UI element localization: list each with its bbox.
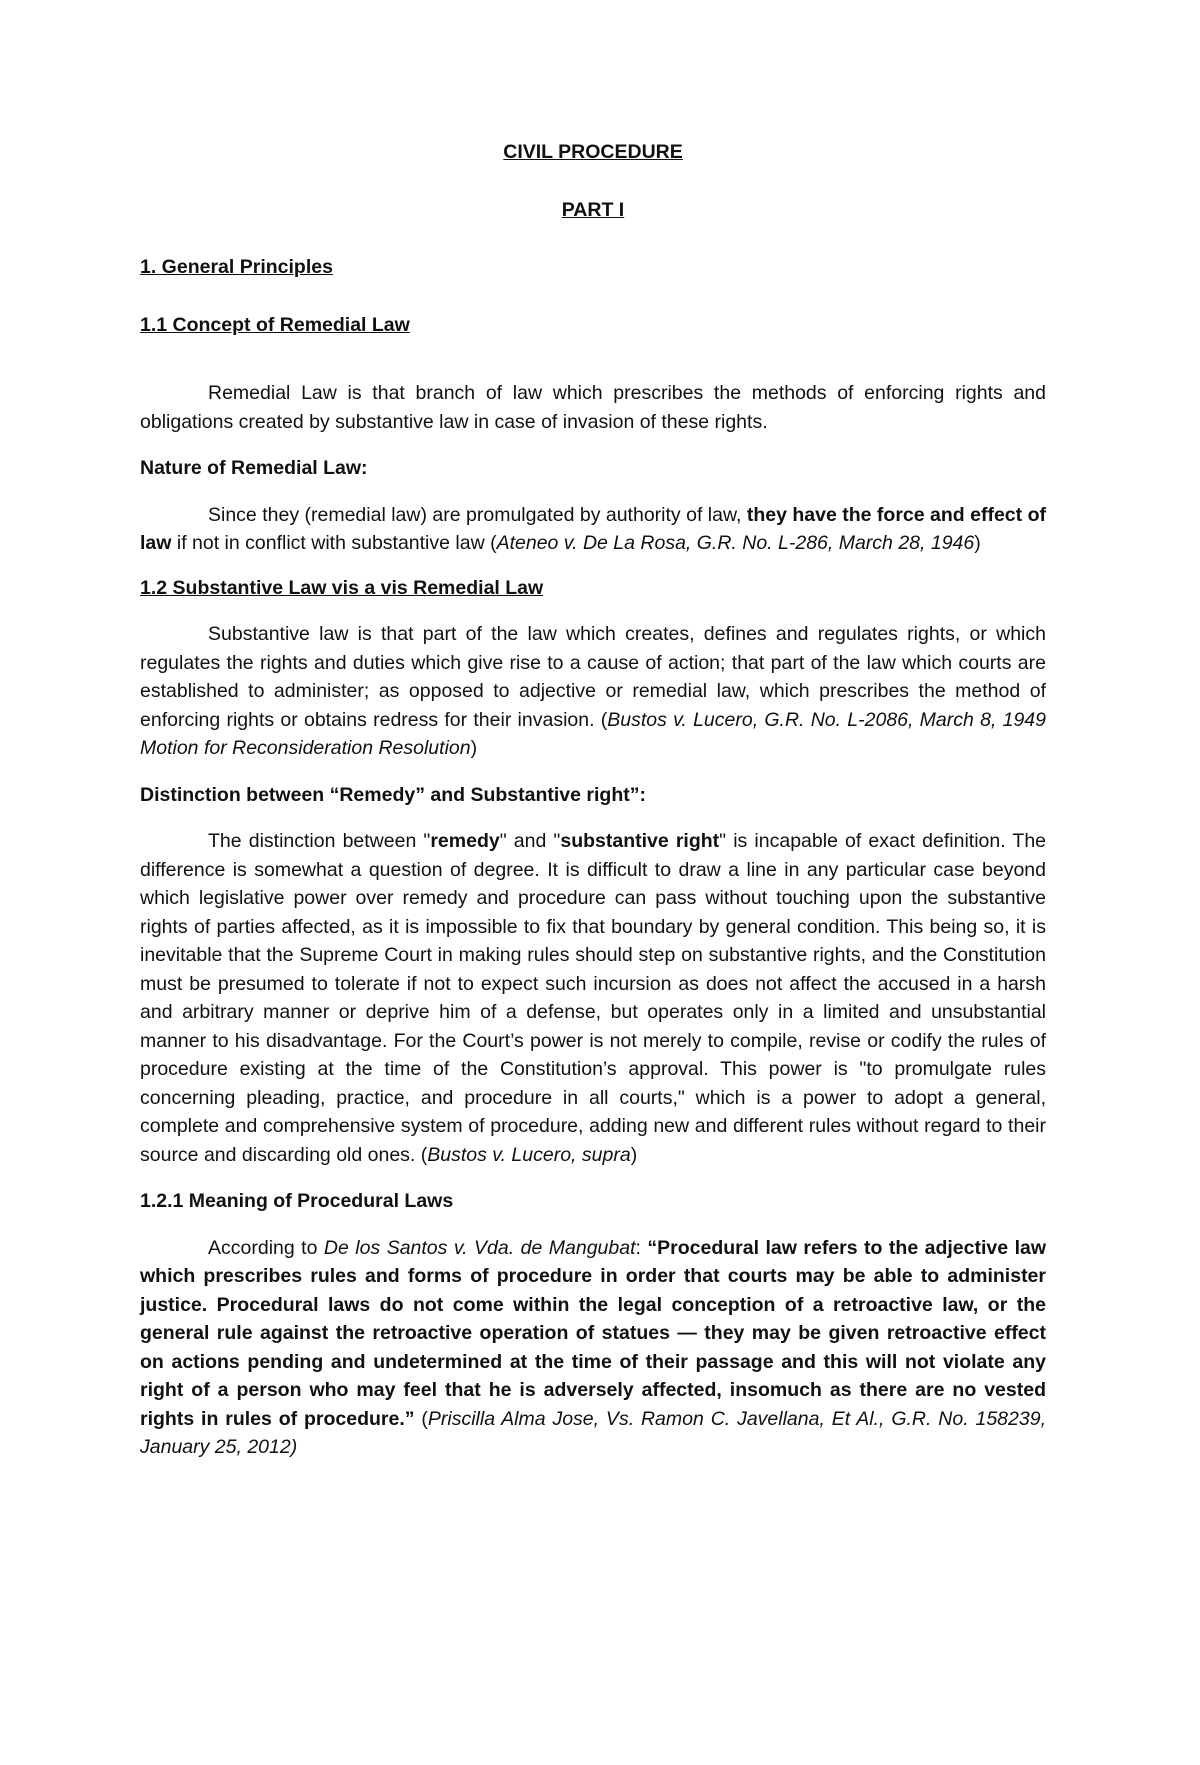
paragraph-distinction	[140, 827, 1046, 1169]
section-heading-1-1: 1.1 Concept of Remedial Law	[140, 313, 410, 336]
paragraph-procedural-laws	[140, 1234, 1046, 1462]
bold-run: remedy	[430, 830, 500, 852]
text-run: :	[635, 1236, 648, 1259]
text-run: The distinction between "	[208, 830, 431, 852]
text-run: Since they (remedial law) are promulgated by authority of law,	[208, 503, 747, 526]
bold-quote: “Procedural law refers to the adjective law which prescribes rules and forms of procedure in order that courts may be able to administer justice. Procedural laws do not come within the legal conception of a retroactive law, or the general rule against the retroactive operation of statues — they may be given retroactive effect on actions pending and undetermined at the time of their passage and this will not violate any right of a person who may feel that he is adversely affected, insomuch as there are no vested rights in rules of procedure.”	[140, 1236, 1046, 1430]
text-run: " is incapable of exact definition. The difference is somewhat a question of degree. It is difficult to draw a line in any particular case beyond which legislative power over remedy and procedure can pass without touching upon the substantive rights of parties affected, as it is impossible to fix that boundary by general condition. This being so, it is inevitable that the Supreme Court in making rules should step on substantive rights, and the Constitution must be presumed to tolerate if not to expect such incursion as does not affect the accused in a harsh and arbitrary manner or deprive him of a defense, but operates only in a limited and unsubstantial manner to his disadvantage. For the Court’s power is not merely to compile, revise or codify the rules of procedure existing at the time of the Constitution’s approval. This power is "to promulgate rules concerning pleading, practice, and procedure in all courts," which is a power to adopt a general, complete and comprehensive system of procedure, adding new and different rules without regard to their source and discarding old ones. (	[140, 830, 1047, 1166]
case-citation: Ateneo v. De La Rosa, G.R. No. L-286, March 28, 1946	[496, 532, 975, 554]
text-run: )	[630, 1143, 638, 1166]
text-run: )	[470, 737, 478, 759]
case-name: De los Santos v. Vda. de Mangubat	[323, 1236, 636, 1259]
text-run: " and "	[499, 830, 561, 852]
case-citation: Bustos v. Lucero, supra	[427, 1143, 631, 1166]
text-run: (	[414, 1407, 428, 1430]
distinction-heading: Distinction between “Remedy” and Substantive right”:	[140, 783, 646, 806]
text-run: According to	[208, 1236, 324, 1259]
text-run: Substantive law is that part of the law which creates, defines and regulates rights, or which regulates the rights and duties which give rise to a cause of action; that part of the law which courts are established to administer; as opposed to adjective or remedial law, which prescribes the method of enforcing rights or obtains redress for their invasion. (	[140, 623, 1046, 731]
paragraph-nature-of-remedial-law	[140, 501, 1046, 558]
part-heading: PART I	[561, 198, 625, 221]
section-heading-1: 1. General Principles	[140, 256, 333, 278]
text-run: if not in conflict with substantive law (	[171, 532, 497, 554]
paragraph-substantive-law	[140, 620, 1046, 763]
paragraph-remedial-law-definition: Remedial Law is that branch of law which prescribes the methods of enforcing rights and obligations created by substantive law in case of invasion of these rights.	[140, 382, 1046, 433]
text-run: )	[974, 532, 981, 554]
section-heading-1-2-1: 1.2.1 Meaning of Procedural Laws	[140, 1190, 454, 1212]
case-citation: Bustos v. Lucero, G.R. No. L-2086, March 8, 1949 Motion for Reconsideration Resolution	[140, 708, 1046, 759]
bold-run: substantive right	[560, 830, 720, 852]
nature-of-remedial-law-heading: Nature of Remedial Law:	[140, 457, 368, 479]
document-title: CIVIL PROCEDURE	[503, 141, 683, 163]
case-citation: Priscilla Alma Jose, Vs. Ramon C. Javellana, Et Al., G.R. No. 158239, January 25, 2012)	[140, 1407, 1046, 1458]
bold-run: they have the force and effect of law	[140, 503, 1046, 554]
section-heading-1-2: 1.2 Substantive Law vis a vis Remedial Law	[140, 576, 544, 599]
